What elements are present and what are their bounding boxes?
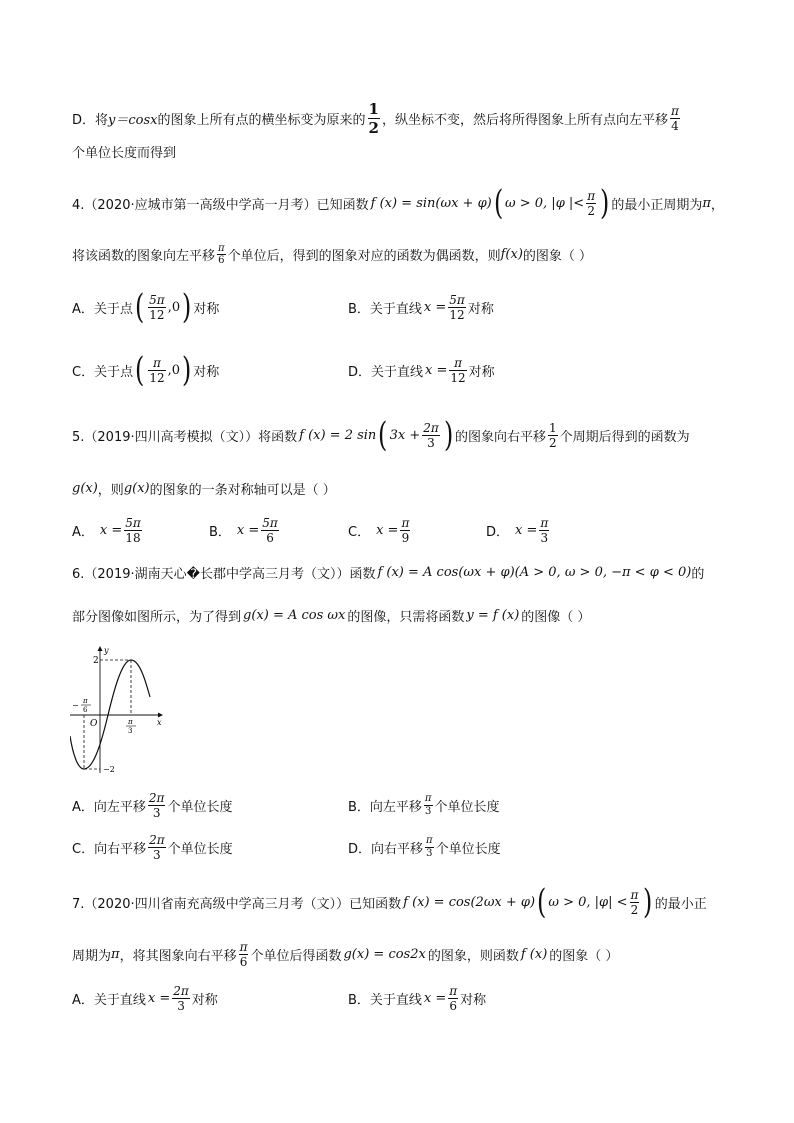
q7-option-b-after: 对称 <box>460 992 487 1008</box>
q5-option-b-label: B． <box>209 524 231 540</box>
q7-line2b: ，将其图象向右平移 <box>119 948 237 964</box>
q6-option-b-fraction: $\frac{\pi}{3}$ <box>424 792 432 817</box>
q7-option-a[interactable] <box>72 978 218 1018</box>
graph-left-tick-den: 6 <box>83 706 88 714</box>
graph-left-tick-sign: − <box>72 701 79 710</box>
q4-line2b: 个单位后，得到的图象对应的函数为偶函数，则 <box>227 248 501 264</box>
q4-option-c-paren-right: ) <box>182 350 192 390</box>
q5-stem-line1 <box>72 415 690 455</box>
q5-option-d-var: x = <box>515 522 538 538</box>
q6-option-c[interactable] <box>72 829 233 865</box>
q6-stem-line1 <box>72 561 704 583</box>
q7-prefix: 7.（2020·四川省南充高级中学高三月考（文））已知函数 <box>72 896 402 912</box>
q5-text-after: 的图象向右平移 <box>455 429 547 445</box>
q7-gx: g(x) = cos2x <box>343 946 426 962</box>
q6-stem-line2 <box>72 604 590 626</box>
q4-option-c-after: 对称 <box>193 364 220 380</box>
q4-comma: ， <box>710 197 724 213</box>
q3d-text3: 个单位长度而得到 <box>72 146 177 161</box>
q4-option-b-fraction: $\frac{5\pi}{12}$ <box>449 292 465 322</box>
graph-max-label: 2 <box>93 656 99 666</box>
q5-option-a-var: x = <box>99 522 123 538</box>
q7-line2c: 个单位后得函数 <box>250 948 342 964</box>
q5-option-b-fraction: $\frac{5\pi}{6}$ <box>262 515 278 545</box>
q4-prefix: 4.（2020·应城市第一高级中学高一月考）已知函数 <box>72 197 369 213</box>
q5-option-c-var: x = <box>376 522 399 538</box>
q6-option-a-fraction: $\frac{2\pi}{3}$ <box>148 790 165 820</box>
q7-shift-fraction: $\frac{\pi}{6}$ <box>239 939 248 969</box>
q4-option-a-label: A．关于点 <box>72 301 133 317</box>
q7-cond: ω > 0, |φ| < <box>548 894 628 910</box>
q4-option-d-var: x = <box>425 362 448 378</box>
q4-option-b-after: 对称 <box>467 301 494 317</box>
q4-option-a-after: 对称 <box>193 301 220 317</box>
q5-paren-left: ( <box>378 415 388 455</box>
q4-option-c-tail: ,0 <box>167 362 181 378</box>
q5-option-d[interactable] <box>486 510 551 550</box>
q5-inner-fraction: $\frac{2\pi}{3}$ <box>423 420 439 450</box>
q5-option-c-fraction: $\frac{\pi}{9}$ <box>401 515 410 545</box>
q6-option-c-after: 个单位长度 <box>167 841 233 857</box>
q6-option-c-fraction: $\frac{2\pi}{3}$ <box>149 832 165 862</box>
q3d-text2: ，纵坐标不变，然后将所得图象上所有点向左平移 <box>381 112 668 128</box>
q7-option-b-var: x = <box>423 990 447 1006</box>
q4-option-a-fraction: $\frac{5\pi}{12}$ <box>149 292 165 322</box>
q3d-fraction-half: $\frac{1}{2}$ <box>368 99 379 137</box>
q6-line2a: 部分图像如图所示，为了得到 <box>72 609 242 625</box>
q4-shift-fraction: $\frac{\pi}{6}$ <box>218 242 225 266</box>
graph-y-arrow <box>98 646 103 651</box>
q6-tail: 的 <box>691 566 705 582</box>
q4-option-b[interactable] <box>348 287 494 327</box>
q6-option-c-label: C．向右平移 <box>72 841 147 857</box>
q4-option-b-var: x = <box>423 299 447 315</box>
q5-func: f (x) = 2 sin <box>299 427 377 443</box>
q7-line2d: 的图象，则函数 <box>427 948 519 964</box>
q4-option-c[interactable] <box>72 350 219 390</box>
q4-stem-line2 <box>72 236 592 272</box>
q6-prefix: 6.（2019·湖南天心�长郡中学高三月考（文））函数 <box>72 566 376 582</box>
q4-cond: ω > 0, |φ |< <box>505 195 585 211</box>
q5-gx: g(x) <box>72 480 98 496</box>
q5-gx2: g(x) <box>123 480 150 496</box>
q6-option-d-label: D．向右平移 <box>348 841 424 857</box>
q4-text-after: 的最小正周期为 <box>611 197 703 213</box>
q4-cond-fraction: $\frac{\pi}{2}$ <box>587 188 596 218</box>
q7-fx: f (x) <box>520 946 548 962</box>
q5-inner: 3x + <box>389 427 421 443</box>
q7-option-b-fraction: $\frac{\pi}{6}$ <box>449 983 458 1013</box>
q4-func: f (x) = sin(ωx + φ) <box>370 195 492 211</box>
q5-option-a-fraction: $\frac{5\pi}{18}$ <box>125 515 141 545</box>
q7-option-a-fraction: $\frac{2\pi}{3}$ <box>173 983 189 1013</box>
q6-line2c: 的图像（ ） <box>521 609 591 625</box>
graph-cosine-curve <box>70 660 150 769</box>
q7-option-b[interactable] <box>348 978 486 1018</box>
q7-pi: π <box>111 946 120 962</box>
q5-option-b-var: x = <box>236 522 260 538</box>
graph-x-label: x <box>157 718 162 727</box>
q7-func: f (x) = cos(2ωx + φ) <box>403 894 536 910</box>
graph-y-label: y <box>104 646 109 655</box>
q6-option-a[interactable] <box>72 787 232 823</box>
q5-half-fraction: $\frac{1}{2}$ <box>549 420 557 450</box>
q4-option-d-label: D．关于直线 <box>348 364 424 380</box>
q6-option-a-after: 个单位长度 <box>167 799 233 815</box>
q6-option-d-after: 个单位长度 <box>435 841 501 857</box>
q6-function-graph <box>70 645 165 775</box>
q3d-expr: y＝cosx <box>108 112 158 128</box>
q4-option-d[interactable] <box>348 350 495 390</box>
q7-cond-fraction: $\frac{\pi}{2}$ <box>630 887 639 917</box>
q7-stem-line2 <box>72 936 618 972</box>
q4-pi: π <box>702 195 711 211</box>
q7-line2a: 周期为 <box>72 948 112 964</box>
q4-option-c-label: C．关于点 <box>72 364 134 380</box>
q4-line2c: 的图象（ ） <box>522 248 593 264</box>
q4-option-d-after: 对称 <box>468 364 495 380</box>
q6-func: f (x) = A cos(ωx + φ)(A > 0, ω > 0, −π < φ < 0) <box>377 564 692 580</box>
q5-stem-line2 <box>72 478 336 498</box>
q4-option-a[interactable] <box>72 287 219 327</box>
q6-option-d-fraction: $\frac{\pi}{3}$ <box>426 834 433 859</box>
q5-option-b[interactable] <box>209 510 281 550</box>
q5-text-after2: 个周期后得到的函数为 <box>559 429 690 445</box>
q6-option-b[interactable] <box>348 787 500 823</box>
q4-option-a-tail: ,0 <box>167 299 181 315</box>
q5-option-c[interactable] <box>348 510 412 550</box>
q5-option-d-fraction: $\frac{\pi}{3}$ <box>540 515 549 545</box>
q4-option-c-paren-left: ( <box>135 350 145 390</box>
q4-option-a-paren-right: ) <box>182 287 192 327</box>
q4-option-b-label: B．关于直线 <box>348 301 422 317</box>
q3d-text1: 的图象上所有点的横坐标变为原来的 <box>157 112 366 128</box>
q5-option-d-label: D． <box>486 524 510 540</box>
q6-option-d[interactable] <box>348 829 501 865</box>
q7-option-b-label: B．关于直线 <box>348 992 422 1008</box>
q7-text-after: 的最小正 <box>654 896 707 912</box>
q6-option-b-after: 个单位长度 <box>434 799 500 815</box>
graph-right-tick-den: 3 <box>128 727 133 735</box>
q7-option-a-after: 对称 <box>191 992 218 1008</box>
q6-yfx: y = f (x) <box>466 607 520 623</box>
q5-option-a-label: A． <box>72 524 94 540</box>
q5-option-a[interactable] <box>72 510 144 550</box>
q6-option-a-label: A．向左平移 <box>72 799 146 815</box>
q7-paren-left: ( <box>537 882 547 922</box>
q3-option-d <box>72 98 682 138</box>
q7-option-a-var: x = <box>147 990 171 1006</box>
q7-line2e: 的图象（ ） <box>549 948 619 964</box>
q3d-label: D．将 <box>72 112 109 128</box>
q4-option-d-fraction: $\frac{\pi}{12}$ <box>450 355 466 385</box>
q4-fx: f(x) <box>500 246 523 262</box>
graph-origin-label: O <box>90 719 98 729</box>
graph-right-tick-num: π <box>128 718 133 726</box>
q4-stem-line1 <box>72 183 724 223</box>
q7-stem-line1 <box>72 882 707 922</box>
q5-line2b: 的图象的一条对称轴可以是（ ） <box>149 482 336 498</box>
graph-left-tick-num: π <box>83 697 88 705</box>
q4-paren-right: ) <box>600 183 610 223</box>
q5-line2a: ，则 <box>97 482 124 498</box>
q5-paren-right: ) <box>443 415 454 455</box>
q5-option-c-label: C． <box>348 524 371 540</box>
q7-option-a-label: A．关于直线 <box>72 992 146 1008</box>
q4-option-a-paren-left: ( <box>134 287 145 327</box>
q7-paren-right: ) <box>643 882 653 922</box>
graph-x-arrow <box>158 713 163 718</box>
graph-min-label: −2 <box>103 765 115 774</box>
q6-gx: g(x) = A cos ωx <box>243 607 346 623</box>
q5-prefix: 5.（2019·四川高考模拟（文））将函数 <box>72 429 298 445</box>
q4-paren-left: ( <box>493 183 504 223</box>
q4-option-c-fraction: $\frac{\pi}{12}$ <box>149 355 165 385</box>
q4-line2a: 将该函数的图象向左平移 <box>72 248 216 264</box>
q6-option-b-label: B．向左平移 <box>348 799 422 815</box>
q3d-fraction-shift: $\frac{\pi}{4}$ <box>670 103 679 133</box>
q6-line2b: 的图像，只需将函数 <box>347 609 465 625</box>
